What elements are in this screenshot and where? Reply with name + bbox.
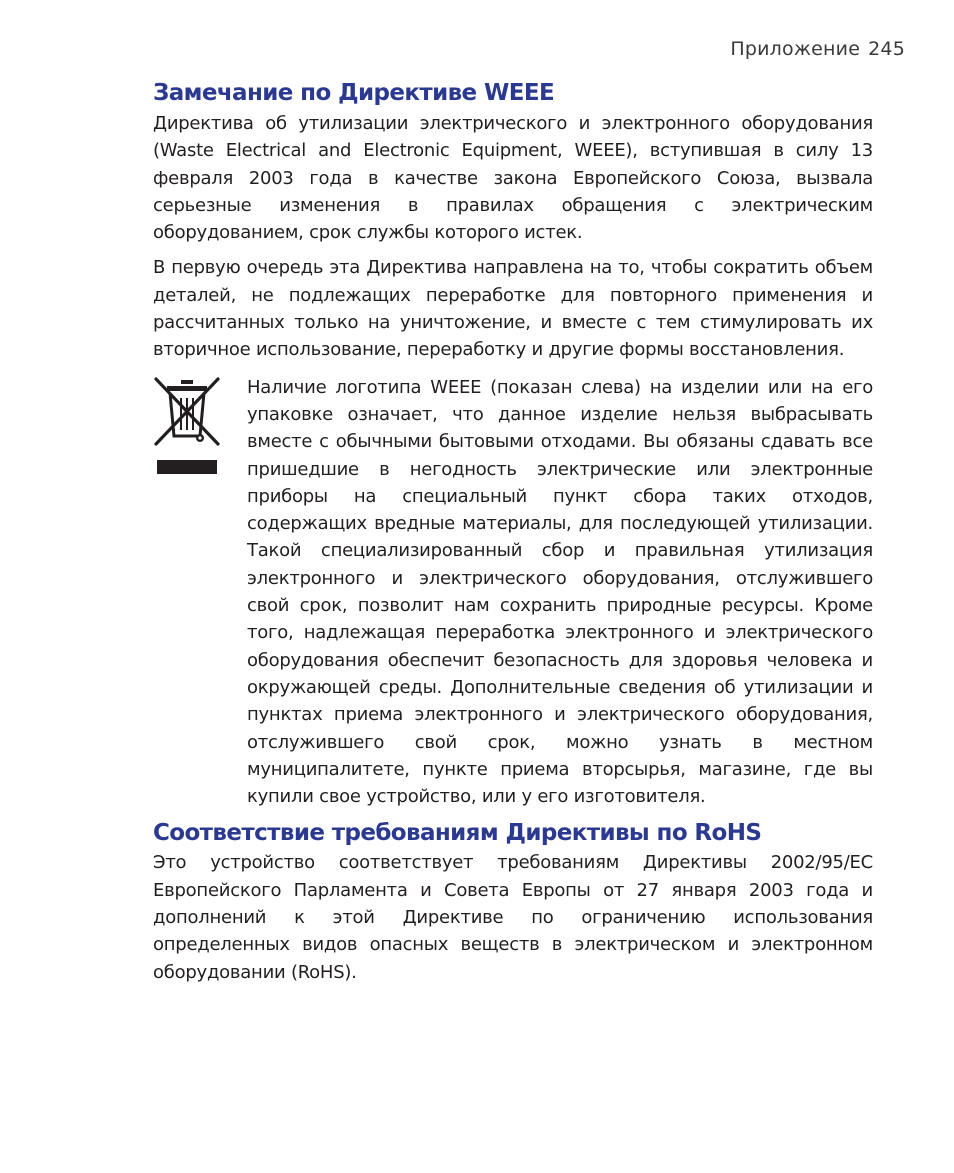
page-content <box>153 78 873 986</box>
page-header <box>730 38 905 60</box>
page-number: 245 <box>868 38 905 60</box>
weee-logo-block <box>153 374 873 811</box>
weee-paragraph-1: Директива об утилизации электрического и электронного оборудования (Waste Electrical and Electronic Equipment, WEEE), вступившая в силу 13 февраля 2003 года в качестве закона Европейского Союза, вызвала серьезные изменения в правилах обращения с электрическим оборудованием, срок службы которого истек. <box>153 113 873 244</box>
weee-paragraph-2: В первую очередь эта Директива направлена на то, чтобы сократить объем деталей, не подлежащих переработке для повторного применения и рассчитанных только на уничтожение, и вместе с тем стимулировать их вторичное использование, переработку и другие формы восстановления. <box>153 257 873 361</box>
weee-section <box>153 78 873 810</box>
rohs-paragraph: Это устройство соответствует требованиям Директивы 2002/95/EC Европейского Парламента и Совета Европы от 27 января 2003 года и дополнений к этой Директиве по ограничению использования определенных видов опасных веществ в электрическом и электронном оборудовании (RoHS). <box>153 852 873 983</box>
rohs-section <box>153 818 873 985</box>
rohs-heading: Соответствие требованиям Директивы по RoHS <box>153 820 762 847</box>
crossed-out-wheelie-bin-icon <box>153 374 247 811</box>
weee-logo-paragraph: Наличие логотипа WEEE (показан слева) на изделии или на его упаковке означает, что данное изделие нельзя выбрасывать вместе с обычными бытовыми отходами. Вы обязаны сдавать все пришедшие в негодность электрические или электронные приборы на специальный пункт сбора таких отходов, содержащих вредные материалы, для последующей утилизации. Такой специализированный сбор и правильная утилизация электронного и электрического оборудования, отслужившего свой срок, позволит нам сохранить природные ресурсы. Кроме того, надлежащая переработка электронного и электрического оборудования обеспечит безопасность для здоровья человека и окружающей среды. Дополнительные сведения об утилизации и пунктах приема электронного и электрического оборудования, отслужившего свой срок, можно узнать в местном муниципалитете, пункте приема вторсырья, магазине, где вы купили свое устройство, или у его изготовителя. <box>247 376 873 808</box>
header-section-name: Приложение <box>730 38 861 60</box>
weee-heading: Замечание по Директиве WEEE <box>153 80 555 106</box>
